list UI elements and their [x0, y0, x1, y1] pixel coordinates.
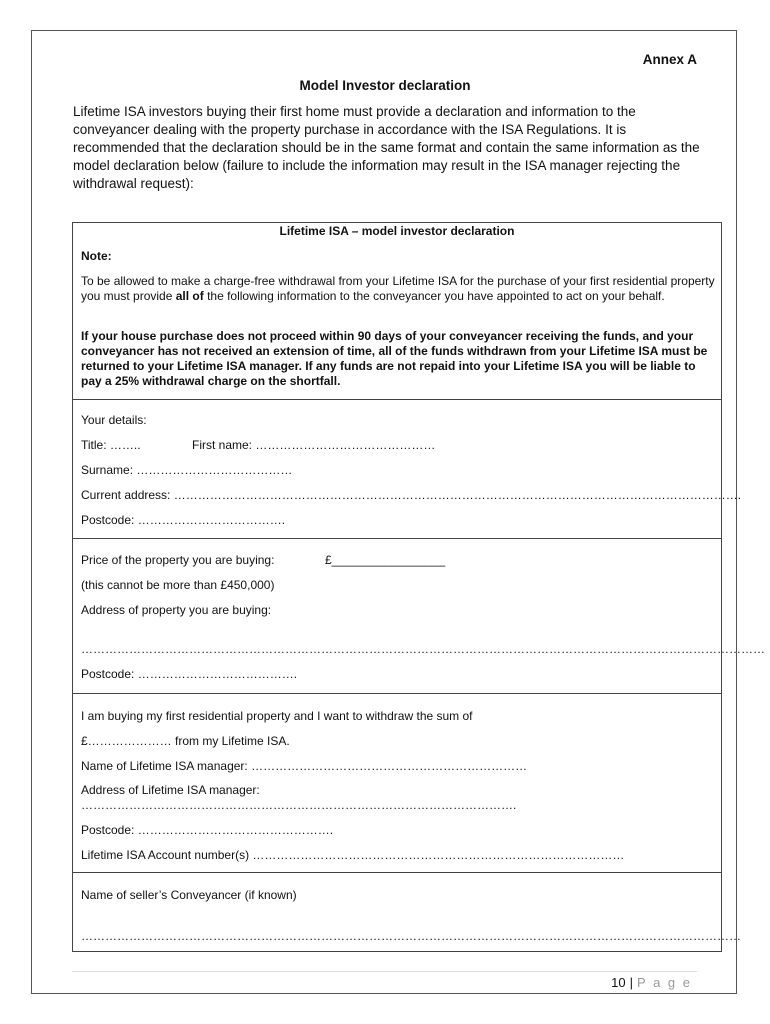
price-limit-note: (this cannot be more than £450,000) [81, 578, 275, 592]
intro-paragraph [73, 103, 703, 193]
surname-field[interactable]: Surname: ………………………………… [81, 463, 293, 477]
isa-account-number-field[interactable]: Lifetime ISA Account number(s) ………………………………………………………………………………… [81, 848, 625, 862]
page-footer [611, 975, 692, 990]
current-address-field[interactable]: Current address: ……………………………………………………………………………………………………………………………. [81, 488, 742, 502]
withdrawal-amount-field[interactable]: £………………… from my Lifetime ISA. [81, 734, 290, 748]
note-text-part1: To be allowed to make a charge-free withdrawal from your Lifetime ISA for the purchase of your first residential property you must provide [81, 274, 715, 303]
annex-label: Annex A [642, 52, 697, 67]
title-field[interactable]: Title: …….. [81, 438, 141, 452]
property-address-label: Address of property you are buying: [81, 603, 272, 617]
note-text-part2: the following information to the conveyancer you have appointed to act on your behalf. [203, 289, 665, 303]
price-label: Price of the property you are buying: [81, 553, 275, 567]
your-details-section [73, 399, 742, 538]
postcode-field[interactable]: Postcode: ………………………………. [81, 513, 286, 527]
note-label: Note: [81, 249, 112, 263]
footer-separator: | [629, 975, 634, 990]
footer-divider [72, 971, 697, 972]
note-section [73, 223, 721, 399]
property-section [73, 538, 765, 693]
withdrawal-section [73, 693, 721, 872]
property-address-field[interactable]: ……………………………………………………………………………………………………………………………………………………… [81, 642, 765, 656]
page-title: Model Investor declaration [299, 78, 471, 93]
price-field[interactable]: £_________________ [325, 553, 446, 567]
withdrawal-statement: I am buying my first residential property and I want to withdraw the sum of [81, 709, 473, 723]
warning-text: If your house purchase does not proceed within 90 days of your conveyancer receiving the funds, and your conveyancer has not received an extension of time, all of the funds withdrawn from your Lifetime ISA must be returned to your Lifetime ISA manager. If any funds are not repaid into your Lifetime ISA you will be liable to pay a 25% withdrawal charge on the shortfall. [81, 329, 708, 388]
note-text-bold: all of [175, 289, 204, 303]
seller-conveyancer-label: Name of seller’s Conveyancer (if known) [81, 888, 297, 902]
isa-manager-address-field[interactable]: ………………………………………………………………………………………………. [81, 798, 517, 812]
declaration-box [72, 222, 765, 952]
box-title: Lifetime ISA – model investor declaration [279, 224, 515, 238]
isa-manager-postcode-field[interactable]: Postcode: …………………………………………. [81, 823, 334, 837]
isa-manager-address-label: Address of Lifetime ISA manager: [81, 783, 260, 797]
first-name-field[interactable]: First name: ……………………………………… [192, 438, 436, 452]
property-postcode-field[interactable]: Postcode: …………………………………. [81, 667, 298, 681]
intro-text: Lifetime ISA investors buying their first home must provide a declaration and information to the conveyancer dealing with the property purchase in accordance with the ISA Regulations. It is recommended that the declaration should be in the same format and contain the same information as the model declaration below (failure to include the information may result in the ISA manager rejecting the withdrawal request): [73, 104, 700, 191]
seller-conveyancer-section [73, 872, 741, 951]
page-word: P a g e [637, 975, 692, 990]
isa-manager-name-field[interactable]: Name of Lifetime ISA manager: …………………………………………………………… [81, 759, 528, 773]
note-text [81, 274, 717, 304]
seller-conveyancer-field[interactable]: ………………………………………………………………………………………………………………………………………………… [81, 929, 741, 943]
page-number: 10 [611, 975, 626, 990]
details-heading: Your details: [81, 413, 147, 427]
